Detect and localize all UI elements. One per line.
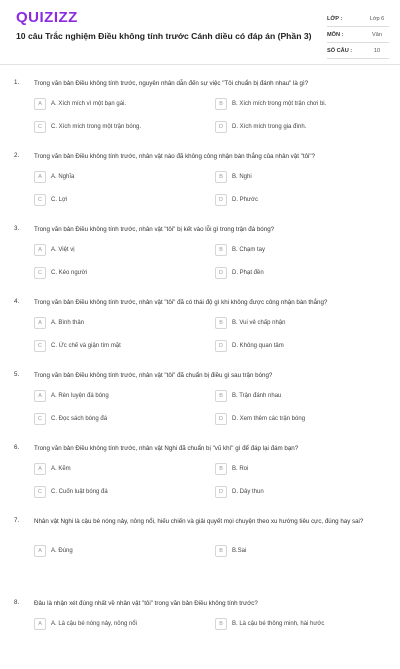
option-text: C. Ức chế và giận tím mặt: [51, 343, 121, 349]
option-letter-badge: D: [215, 486, 227, 498]
meta-row-grade: [327, 11, 389, 27]
option-letter-badge: A: [34, 618, 46, 630]
question-text: Trong văn bản Điều không tính trước, nhân vật Nghi đã chuẩn bị "vũ khí" gì để đáp lại đám bạn?: [34, 445, 299, 452]
answer-option[interactable]: [215, 389, 389, 403]
question-item: [0, 76, 400, 149]
question-list: [0, 76, 400, 669]
option-letter-badge: B: [215, 317, 227, 329]
worksheet-header: [0, 0, 400, 66]
answer-option[interactable]: [215, 120, 389, 134]
option-letter-badge: D: [215, 194, 227, 206]
question-text: Nhân vật Nghi là cậu bé nóng nảy, nông nổi, hiếu chiến và giải quyết mọi chuyện theo xu hướng tiêu cực, đúng hay sai?: [34, 518, 364, 525]
answer-option[interactable]: [215, 617, 389, 631]
question-item: [0, 295, 400, 368]
answer-option[interactable]: [215, 266, 389, 280]
meta-label: SỐ CÂU :: [327, 47, 353, 54]
answer-option[interactable]: [34, 97, 208, 111]
option-text: B.Sai: [232, 548, 247, 554]
option-letter-badge: B: [215, 545, 227, 557]
option-text: C. Đọc sách bóng đá: [51, 416, 108, 422]
option-letter-badge: D: [215, 340, 227, 352]
question-item: [0, 514, 400, 596]
option-text: C. Cuốn luật bóng đá: [51, 489, 108, 495]
option-text: D. Phạt đền: [232, 270, 264, 276]
answer-option[interactable]: [34, 485, 208, 499]
question-number: 6.: [14, 444, 20, 451]
option-letter-badge: A: [34, 98, 46, 110]
question-text: Trong văn bản Điều không tính trước, nhân vật "tôi" đã có thái độ gì khi không được công nhận bàn thắng?: [34, 299, 328, 306]
header-divider: [0, 64, 400, 65]
option-letter-badge: D: [215, 413, 227, 425]
answer-option[interactable]: [34, 243, 208, 257]
question-text: Đâu là nhận xét đúng nhất về nhân vật "tôi" trong văn bản Điều không tính trước?: [34, 600, 258, 607]
question-number: 5.: [14, 371, 20, 378]
option-letter-badge: C: [34, 194, 46, 206]
option-text: A. Bình thản: [51, 320, 85, 326]
answer-option[interactable]: [34, 170, 208, 184]
answer-option[interactable]: [215, 170, 389, 184]
option-letter-badge: A: [34, 545, 46, 557]
option-letter-badge: D: [215, 121, 227, 133]
option-text: A. Xích mích vì một bạn gái.: [51, 101, 127, 107]
question-number: 8.: [14, 599, 20, 606]
question-item: [0, 441, 400, 514]
answer-option[interactable]: [34, 266, 208, 280]
option-text: B. Là cậu bé thông minh, hài hước: [232, 621, 325, 627]
answer-option[interactable]: [34, 339, 208, 353]
option-text: B. Trận đánh nhau: [232, 393, 282, 399]
option-letter-badge: A: [34, 463, 46, 475]
option-text: A. Kẽm: [51, 466, 71, 472]
answer-option[interactable]: [34, 617, 208, 631]
option-letter-badge: A: [34, 171, 46, 183]
question-number: 7.: [14, 517, 20, 524]
meta-label: MÔN :: [327, 31, 344, 38]
option-text: B. Vui vẻ chấp nhận: [232, 320, 286, 326]
option-text: B. Chạm tay: [232, 247, 266, 253]
option-text: B. Nghi: [232, 174, 252, 180]
option-letter-badge: A: [34, 390, 46, 402]
answer-option[interactable]: [34, 316, 208, 330]
question-item: [0, 596, 400, 669]
option-text: D. Xích mích trong gia đình.: [232, 124, 307, 130]
option-text: D. Phước: [232, 197, 258, 203]
option-text: A. Rèn luyện đá bóng: [51, 393, 109, 399]
answer-option[interactable]: [215, 97, 389, 111]
option-letter-badge: C: [34, 486, 46, 498]
option-letter-badge: B: [215, 244, 227, 256]
answer-option[interactable]: [34, 120, 208, 134]
option-letter-badge: B: [215, 98, 227, 110]
question-number: 4.: [14, 298, 20, 305]
question-number: 2.: [14, 152, 20, 159]
option-text: A. Nghĩa: [51, 174, 75, 180]
meta-row-count: [327, 43, 389, 59]
option-text: B. Roi: [232, 466, 249, 472]
question-item: [0, 149, 400, 222]
question-text: Trong văn bản Điều không tính trước, nguyên nhân dẫn đến sự việc "Tôi chuẩn bị đánh nhau" là gì?: [34, 80, 309, 87]
answer-option[interactable]: [215, 412, 389, 426]
option-letter-badge: D: [215, 267, 227, 279]
answer-option[interactable]: [215, 462, 389, 476]
option-letter-badge: B: [215, 618, 227, 630]
quizizz-logo[interactable]: QUIZIZZ: [16, 9, 78, 26]
option-text: B. Xích mích trong một trận chơi bi.: [232, 101, 327, 107]
meta-label: LỚP :: [327, 15, 343, 22]
option-text: D. Dây thun: [232, 489, 264, 495]
page-title: 10 câu Trắc nghiệm Điều không tính trước Cánh diều có đáp án (Phần 3): [16, 31, 312, 41]
option-letter-badge: C: [34, 121, 46, 133]
meta-value: 10: [373, 47, 381, 54]
answer-option[interactable]: [215, 544, 389, 558]
option-text: A. Đúng: [51, 548, 73, 554]
option-letter-badge: C: [34, 267, 46, 279]
question-number: 1.: [14, 79, 20, 86]
question-text: Trong văn bản Điều không tính trước, nhân vật nào đã không công nhận bàn thắng của nhân vật "tôi"?: [34, 153, 316, 160]
meta-value: Văn: [372, 31, 382, 38]
option-letter-badge: C: [34, 413, 46, 425]
option-letter-badge: A: [34, 244, 46, 256]
answer-option[interactable]: [215, 485, 389, 499]
answer-option[interactable]: [34, 462, 208, 476]
question-text: Trong văn bản Điều không tính trước, nhân vật "tôi" đã chuẩn bị điều gì sau trận bóng?: [34, 372, 273, 379]
answer-option[interactable]: [34, 389, 208, 403]
meta-row-subject: [327, 27, 389, 43]
option-text: D. Xem thêm các trận bóng: [232, 416, 306, 422]
question-text: Trong văn bản Điều không tính trước, nhân vật "tôi" bị kết vào lỗi gì trong trận đá bóng?: [34, 226, 275, 233]
option-letter-badge: A: [34, 317, 46, 329]
answer-option[interactable]: [34, 544, 208, 558]
answer-option[interactable]: [215, 339, 389, 353]
answer-option[interactable]: [34, 412, 208, 426]
option-text: A. Việt vị: [51, 247, 75, 253]
option-letter-badge: C: [34, 340, 46, 352]
answer-option[interactable]: [215, 316, 389, 330]
answer-option[interactable]: [215, 243, 389, 257]
answer-option[interactable]: [34, 193, 208, 207]
option-text: A. Là cậu bé nóng nảy, nông nổi: [51, 621, 137, 627]
option-letter-badge: B: [215, 171, 227, 183]
option-letter-badge: B: [215, 390, 227, 402]
question-number: 3.: [14, 225, 20, 232]
meta-value: Lớp 6: [369, 15, 385, 22]
question-item: [0, 368, 400, 441]
option-letter-badge: B: [215, 463, 227, 475]
option-text: C. Lợi: [51, 197, 68, 203]
option-text: C. Kéo người: [51, 270, 87, 276]
option-text: D. Không quan tâm: [232, 343, 284, 349]
option-text: C. Xích mích trong một trận bóng.: [51, 124, 142, 130]
question-item: [0, 222, 400, 295]
answer-option[interactable]: [215, 193, 389, 207]
worksheet-meta: [327, 11, 389, 59]
